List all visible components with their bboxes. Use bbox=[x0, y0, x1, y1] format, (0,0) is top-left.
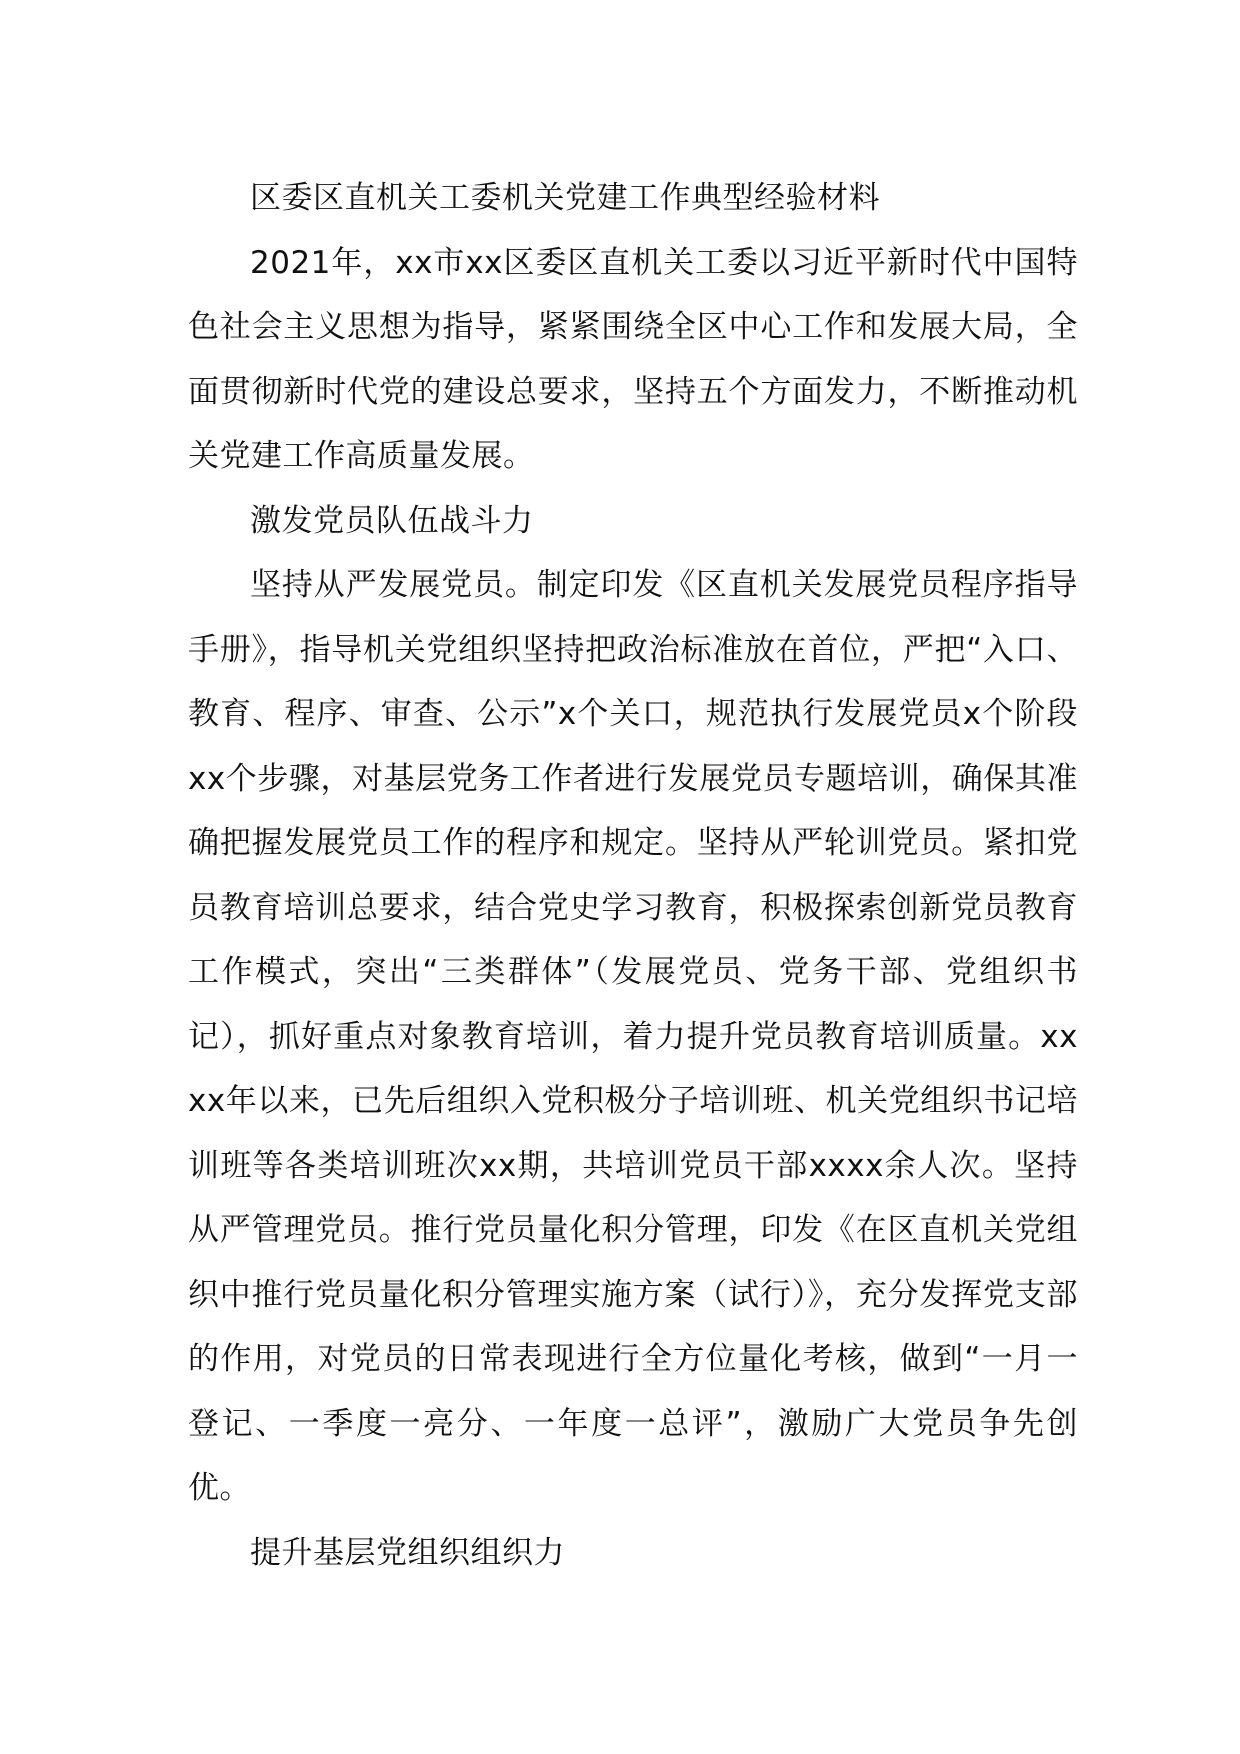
intro-paragraph: 2021年，xx市xx区委区直机关工委以习近平新时代中国特色社会主义思想为指导，紧紧围绕全区中心工作和发展大局，全面贯彻新时代党的建设总要求，坚持五个方面发力，不断推动机关党建工作高质量发展。 bbox=[188, 244, 1078, 474]
section-heading-1: 激发党员队伍战斗力 bbox=[250, 502, 534, 539]
section-heading-2: 提升基层党组织组织力 bbox=[250, 1534, 565, 1571]
document-body bbox=[188, 166, 1078, 1585]
body-paragraph: 坚持从严发展党员。制定印发《区直机关发展党员程序指导手册》，指导机关党组织坚持把政治标准放在首位，严把“入口、教育、程序、审查、公示”x个关口，规范执行发展党员x个阶段xx个步骤，对基层党务工作者进行发展党员专题培训，确保其准确把握发展党员工作的程序和规定。坚持从严轮训党员。紧扣党员教育培训总要求，结合党史学习教育，积极探索创新党员教育工作模式，突出“三类群体”（发展党员、党务干部、党组织书记），抓好重点对象教育培训，着力提升党员教育培训质量。xxxx年以来，已先后组织入党积极分子培训班、机关党组织书记培训班等各类培训班次xx期，共培训党员干部xxxx余人次。坚持从严管理党员。推行党员量化积分管理，印发《在区直机关党组织中推行党员量化积分管理实施方案（试行）》，充分发挥党支部的作用，对党员的日常表现进行全方位量化考核，做到“一月一登记、一季度一亮分、一年度一总评”，激励广大党员争先创优。 bbox=[188, 567, 1078, 1506]
document-title: 区委区直机关工委机关党建工作典型经验材料 bbox=[250, 180, 880, 216]
